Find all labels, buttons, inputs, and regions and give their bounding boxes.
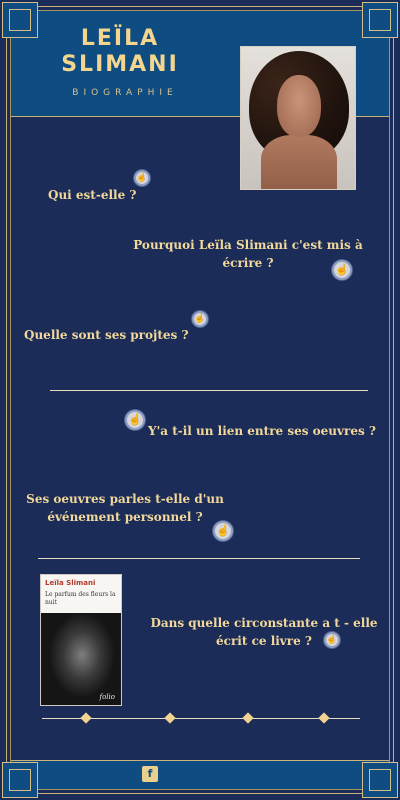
footer-divider: [10, 760, 390, 761]
corner-ornament-top-left: [2, 2, 38, 38]
divider-line: [50, 390, 368, 391]
diamond-ornament: [242, 712, 253, 723]
question-who-is-she[interactable]: Qui est-elle ?: [48, 188, 137, 202]
diamond-ornament: [80, 712, 91, 723]
question-projects[interactable]: Quelle sont ses projtes ?: [24, 328, 189, 342]
facebook-icon[interactable]: f: [142, 766, 158, 782]
footer-band: [10, 760, 390, 790]
author-portrait: [240, 46, 356, 190]
book-publisher: folio: [99, 693, 115, 701]
corner-ornament-bottom-left: [2, 762, 38, 798]
divider-line: [38, 558, 360, 559]
book-title: Le parfum des fleurs la nuit: [45, 591, 116, 606]
book-author: Leïla Slimani: [45, 579, 96, 587]
question-book-circumstances[interactable]: Dans quelle circonstante a t - elle écrit ce livre ?: [150, 616, 378, 648]
page-subtitle: BIOGRAPHIE: [72, 88, 178, 98]
question-why-write[interactable]: Pourquoi Leïla Slimani c'est mis à écrire ?: [133, 238, 363, 270]
question-link-works[interactable]: Y'a t-il un lien entre ses oeuvres ?: [148, 424, 376, 438]
diamond-ornament: [318, 712, 329, 723]
book-cover: [40, 574, 122, 706]
click-hand-icon[interactable]: ☝: [134, 170, 150, 186]
corner-ornament-top-right: [362, 2, 398, 38]
click-hand-icon[interactable]: ☝: [332, 260, 352, 280]
click-hand-icon[interactable]: ☝: [324, 632, 340, 648]
corner-ornament-bottom-right: [362, 762, 398, 798]
click-hand-icon[interactable]: ☝: [192, 311, 208, 327]
page-title: LEÏLA SLIMANI: [61, 26, 179, 77]
click-hand-icon[interactable]: ☝: [213, 521, 233, 541]
diamond-ornament: [164, 712, 175, 723]
question-personal-event[interactable]: Ses oeuvres parles t-elle d'un événement personnel ?: [26, 492, 224, 524]
click-hand-icon[interactable]: ☝: [125, 410, 145, 430]
